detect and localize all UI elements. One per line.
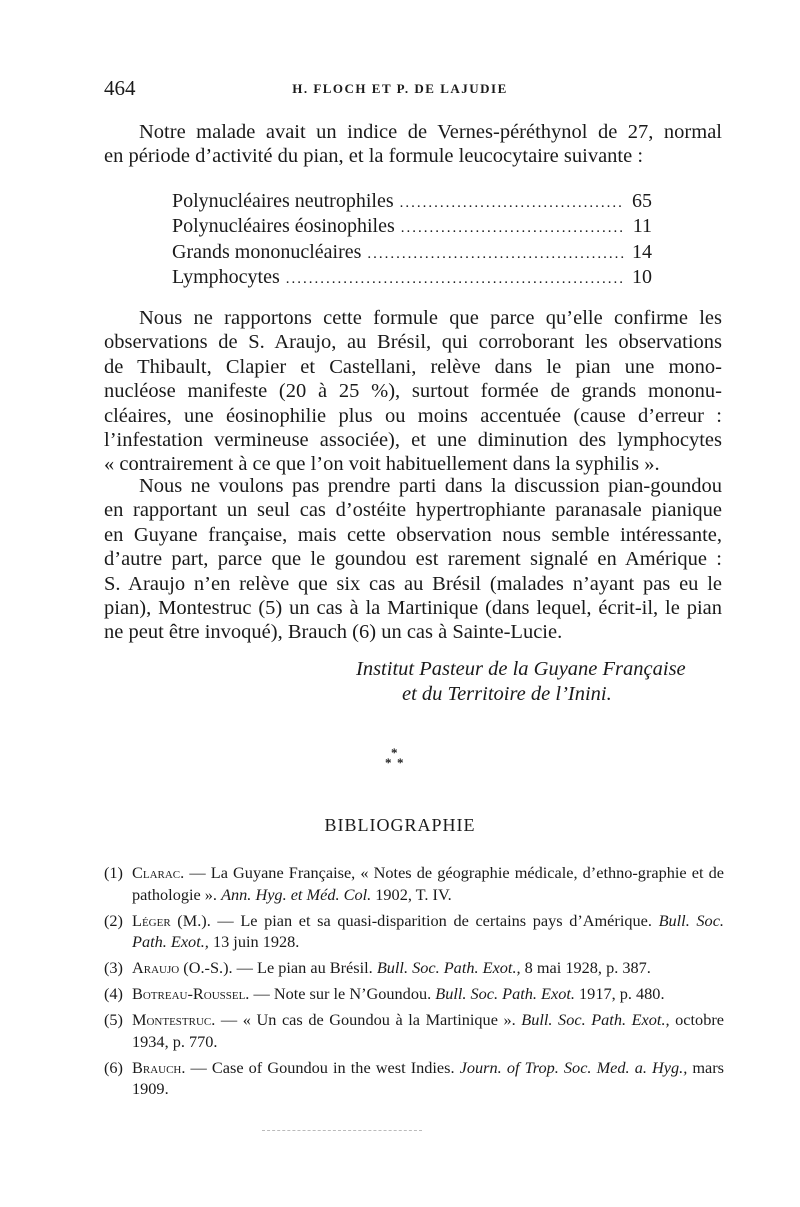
- asterisk-icon: *: [397, 755, 404, 770]
- formula-row: [172, 266, 652, 291]
- leukocyte-formula: [172, 190, 652, 291]
- formula-label: Lymphocytes: [172, 265, 280, 288]
- asterism-separator: [383, 746, 423, 776]
- entry-tail: 8 mai 1928, p. 387.: [520, 958, 651, 977]
- entry-text: — « Un cas de Goundou à la Martinique ».: [215, 1010, 522, 1029]
- entry-number: (2): [104, 910, 123, 930]
- entry-number: (1): [104, 863, 123, 882]
- entry-number: (6): [104, 1057, 123, 1077]
- running-head: H. FLOCH ET P. DE LAJUDIE: [292, 81, 508, 96]
- entry-journal: Bull. Soc. Path. Exot.,: [376, 958, 521, 977]
- bibliography-entry: [104, 957, 724, 979]
- formula-row: [172, 215, 652, 240]
- formula-row: [172, 190, 652, 215]
- entry-journal: Bull. Soc. Path. Exot.: [435, 984, 575, 1003]
- formula-label: Polynucléaires éosinophiles: [172, 215, 395, 238]
- entry-author: Brauch.: [132, 1057, 186, 1077]
- entry-number: (5): [104, 1010, 123, 1029]
- text-line: observations de S. Araujo, au Brésil, qui corroborant les observations: [104, 331, 722, 354]
- entry-text: (O.-S.). — Le pian au Brésil.: [179, 958, 377, 977]
- paragraph-formula-discussion: [104, 306, 722, 477]
- entry-tail: 13 juin 1928.: [208, 932, 300, 951]
- entry-number: (4): [104, 984, 123, 1003]
- formula-label: Grands mononucléaires: [172, 240, 362, 263]
- entry-number: (3): [104, 958, 123, 977]
- text-line: de Thibault, Clapier et Castellani, relève dans le pian une mono-: [104, 355, 722, 378]
- bibliography-heading: BIBLIOGRAPHIE: [324, 815, 476, 835]
- entry-text: (M.). — Le pian et sa quasi-disparition de certains pays d’Amérique.: [170, 910, 659, 930]
- paragraph-intro: [104, 120, 722, 169]
- dot-leader: [367, 246, 624, 263]
- text-line: en période d’activité du pian, et la formule leucocytaire suivante :: [104, 145, 644, 168]
- text-line: « contrairement à ce que l’on voit habituellement dans la syphilis ».: [104, 453, 660, 476]
- entry-tail: 1917, p. 480.: [574, 984, 665, 1003]
- text-line: en rapportant un seul cas d’ostéite hypertrophiante paranasale pianique: [104, 499, 722, 522]
- entry-author: Araujo: [132, 958, 180, 977]
- page-number: 464: [104, 76, 136, 100]
- text-line: ne peut être invoqué), Brauch (6) un cas à Sainte-Lucie.: [104, 621, 563, 644]
- entry-text: — La Guyane Française, « Notes de géographie médicale, d’ethno-graphie et de pathologie ».: [132, 863, 724, 904]
- text-line: Nous ne rapportons cette formule que parce qu’elle confirme les: [139, 307, 722, 329]
- text-line: pian), Montestruc (5) un cas à la Martinique (dans lequel, écrit-il, le pian: [104, 597, 722, 620]
- formula-value: 10: [632, 265, 652, 288]
- bibliography-list: [104, 862, 724, 1104]
- bibliography-entry: [104, 983, 724, 1005]
- entry-author: Montestruc.: [132, 1010, 216, 1029]
- text-line: cléaires, une éosinophilie plus ou moins accentuée (cause d’erreur :: [104, 404, 722, 427]
- bibliography-entry: [104, 910, 724, 953]
- affiliation-line: Institut Pasteur de la Guyane Française: [356, 658, 686, 680]
- entry-journal: Bull. Soc. Path. Exot.,: [521, 1010, 670, 1029]
- formula-value: 11: [632, 215, 652, 238]
- bibliography-entry: [104, 862, 724, 905]
- paragraph-goundou: [104, 474, 722, 645]
- entry-author: Clarac.: [132, 863, 185, 882]
- entry-tail: mars 1909.: [132, 1057, 725, 1098]
- entry-tail: 1902, T. IV.: [371, 884, 452, 904]
- text-line: l’infestation vermineuse associée), et une diminution des lymphocytes: [104, 429, 722, 452]
- text-line: en Guyane française, mais cette observation nous semble intéressante,: [104, 523, 722, 546]
- formula-value: 14: [632, 240, 652, 263]
- formula-label: Polynucléaires neutrophiles: [172, 190, 394, 212]
- entry-journal: Bull. Soc. Path. Exot.,: [132, 910, 724, 951]
- bibliography-entry: [104, 1009, 724, 1052]
- entry-author: Léger: [132, 910, 171, 930]
- entry-text: — Note sur le N’Goundou.: [249, 984, 436, 1003]
- text-line: Notre malade avait un indice de Vernes-péréthynol de 27, normal: [139, 121, 722, 143]
- dot-leader: [400, 195, 624, 212]
- entry-tail: octobre 1934, p. 770.: [132, 1010, 724, 1051]
- affiliation-line: et du Territoire de l’Inini.: [402, 683, 612, 705]
- asterisk-icon: *: [385, 755, 392, 770]
- bibliography-entry: [104, 1057, 724, 1100]
- entry-text: — Case of Goundou in the west Indies.: [185, 1057, 460, 1077]
- text-line: S. Araujo n’en relève que six cas au Brésil (malades n’ayant pas eu le: [104, 572, 722, 595]
- entry-author: Botreau-Roussel.: [132, 984, 250, 1003]
- entry-journal: Journ. of Trop. Soc. Med. a. Hyg.,: [459, 1057, 688, 1077]
- text-line: nucléose manifeste (20 à 25 %), surtout formée de grands mononu-: [104, 380, 722, 403]
- text-line: Nous ne voulons pas prendre parti dans la discussion pian-goundou: [139, 475, 722, 497]
- formula-row: [172, 241, 652, 266]
- asterisk-icon: *: [391, 745, 398, 760]
- dot-leader: [286, 271, 624, 288]
- text-line: d’autre part, parce que le goundou est rarement signalé en Amérique :: [104, 548, 722, 571]
- dot-leader: [401, 220, 624, 237]
- entry-journal: Ann. Hyg. et Méd. Col.: [221, 884, 372, 904]
- formula-value: 65: [632, 190, 652, 212]
- print-artifact-line: [262, 1130, 422, 1132]
